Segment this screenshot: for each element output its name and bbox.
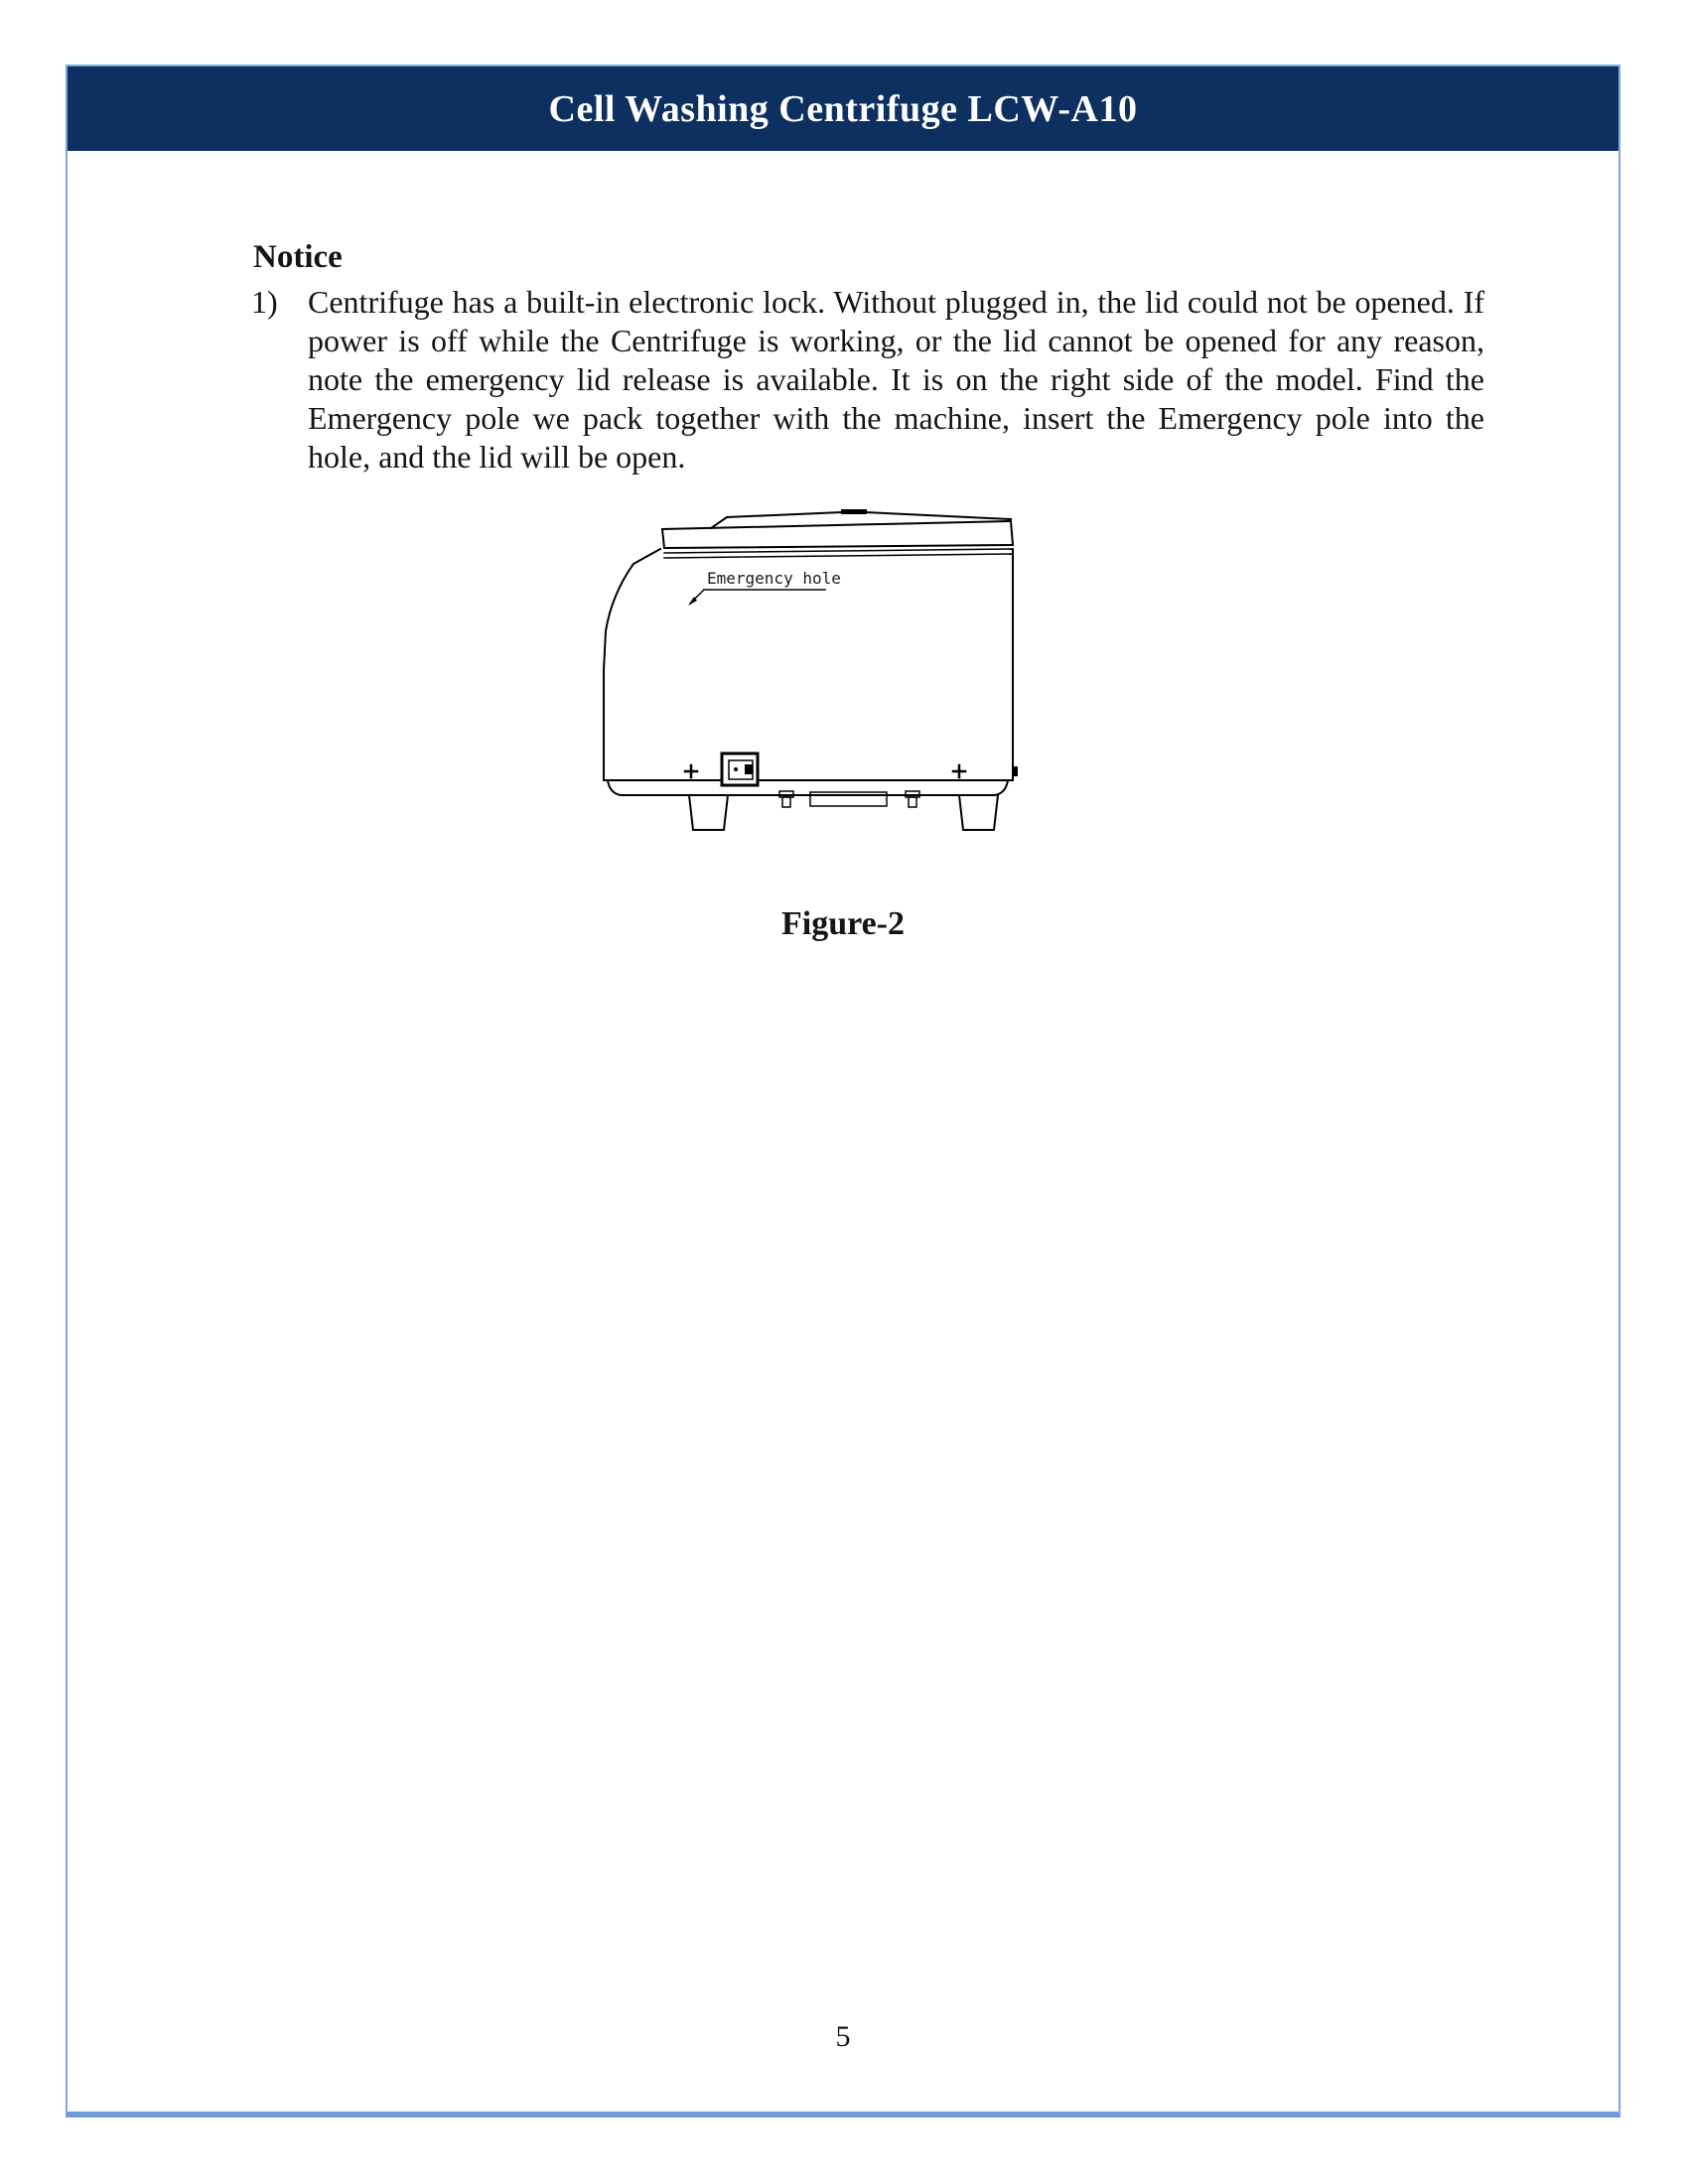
- emergency-hole-label: Emergency hole: [707, 569, 841, 588]
- lid-rim-line-1: [664, 549, 1012, 553]
- document-page: [66, 65, 1620, 2117]
- page-number: 5: [835, 2020, 851, 2053]
- notice-paragraph: Centrifuge has a built-in electronic lock. Without plugged in, the lid could not be opened. If power is off while the Centrifuge is working, or the lid cannot be opened for any reason, note the emergency lid release is available. It is on the right side of the model. Find the Emergency pole we pack together with the machine, insert the Emergency pole into the hole, and the lid will be open.: [308, 284, 1484, 475]
- lid-top-outline: [727, 512, 1011, 519]
- power-switch-notch: [745, 764, 753, 774]
- right-foot: [959, 795, 998, 830]
- left-screw-icon: [685, 765, 697, 777]
- lid-left-bevel: [711, 517, 727, 528]
- figure-caption: Figure-2: [780, 905, 905, 942]
- left-drain-bolt: [779, 791, 793, 807]
- right-screw-icon: [953, 765, 965, 777]
- right-drain-bolt: [906, 791, 919, 807]
- figure-2-drawing: [591, 496, 1028, 839]
- page-title: Cell Washing Centrifuge LCW-A10: [548, 87, 1138, 130]
- notice-list-item: [251, 283, 1484, 477]
- centrifuge-rear-view-drawing: [591, 496, 1028, 839]
- notice-heading: Notice: [253, 239, 343, 275]
- lid-rim-line-2: [664, 554, 1012, 558]
- power-switch-dot: [734, 767, 738, 771]
- lid-hinge-bump: [841, 509, 867, 514]
- right-edge-latch: [1012, 766, 1018, 776]
- base-strip: [608, 780, 1008, 795]
- left-foot: [689, 795, 728, 830]
- list-item-number: 1): [251, 284, 278, 320]
- page-header: [68, 67, 1618, 151]
- body-left-edge: [604, 549, 660, 780]
